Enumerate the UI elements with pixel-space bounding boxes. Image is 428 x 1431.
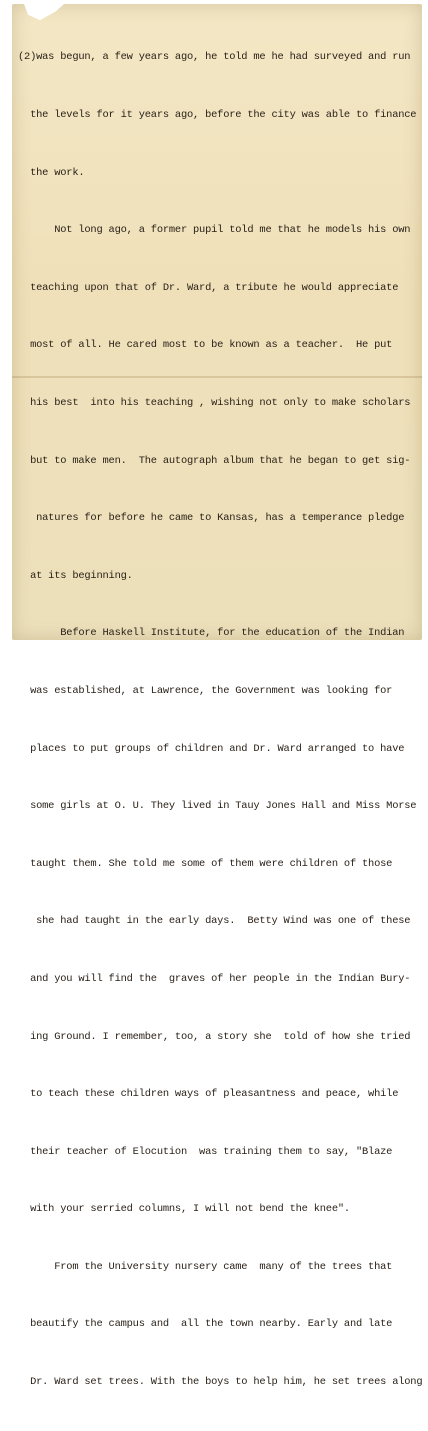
text-line: to teach these children ways of pleasantness and peace, while	[18, 1088, 399, 1101]
text-line: taught them. She told me some of them were children of those	[18, 857, 393, 870]
text-line: ing Ground. I remember, too, a story she told of how she tried	[18, 1030, 411, 1043]
text-line: most of all. He cared most to be known as a teacher. He put	[18, 339, 393, 352]
text-line: teaching upon that of Dr. Ward, a tribute he would appreciate	[18, 281, 399, 294]
text-line: the levels for it years ago, before the city was able to finance	[18, 109, 417, 121]
text-line: their teacher of Elocution was training them to say, "Blaze	[18, 1145, 393, 1158]
text-line: Dr. Ward set trees. With the boys to help him, he set trees along	[18, 1376, 423, 1389]
text-line: natures for before he came to Kansas, has a temperance pledge	[18, 512, 405, 525]
text-line: she had taught in the early days. Betty Wind was one of these	[18, 915, 411, 928]
page-text	[18, 10, 423, 1431]
text-line: places to put groups of children and Dr. Ward arranged to have	[18, 742, 405, 755]
text-line: his best into his teaching , wishing not only to make scholars	[18, 396, 411, 409]
text-line: (2)was begun, a few years ago, he told me he had surveyed and run	[18, 51, 411, 64]
typed-page	[12, 4, 423, 1389]
text-line: some girls at O. U. They lived in Tauy Jones Hall and Miss Morse	[18, 800, 417, 813]
text-line: Before Haskell Institute, for the education of the Indian	[18, 627, 405, 640]
text-line: was established, at Lawrence, the Government was looking for	[18, 684, 393, 697]
text-line: beautify the campus and all the town nearby. Early and late	[18, 1318, 393, 1331]
text-line: with your serried columns, I will not bend the knee".	[18, 1203, 350, 1216]
text-line: and you will find the graves of her people in the Indian Bury-	[18, 972, 411, 985]
text-line: the work.	[18, 166, 85, 179]
text-line: From the University nursery came many of the trees that	[18, 1260, 393, 1273]
text-line: but to make men. The autograph album that he began to get sig-	[18, 454, 411, 467]
text-line: at its beginning.	[18, 569, 133, 582]
text-line: Not long ago, a former pupil told me that he models his own	[18, 224, 411, 237]
